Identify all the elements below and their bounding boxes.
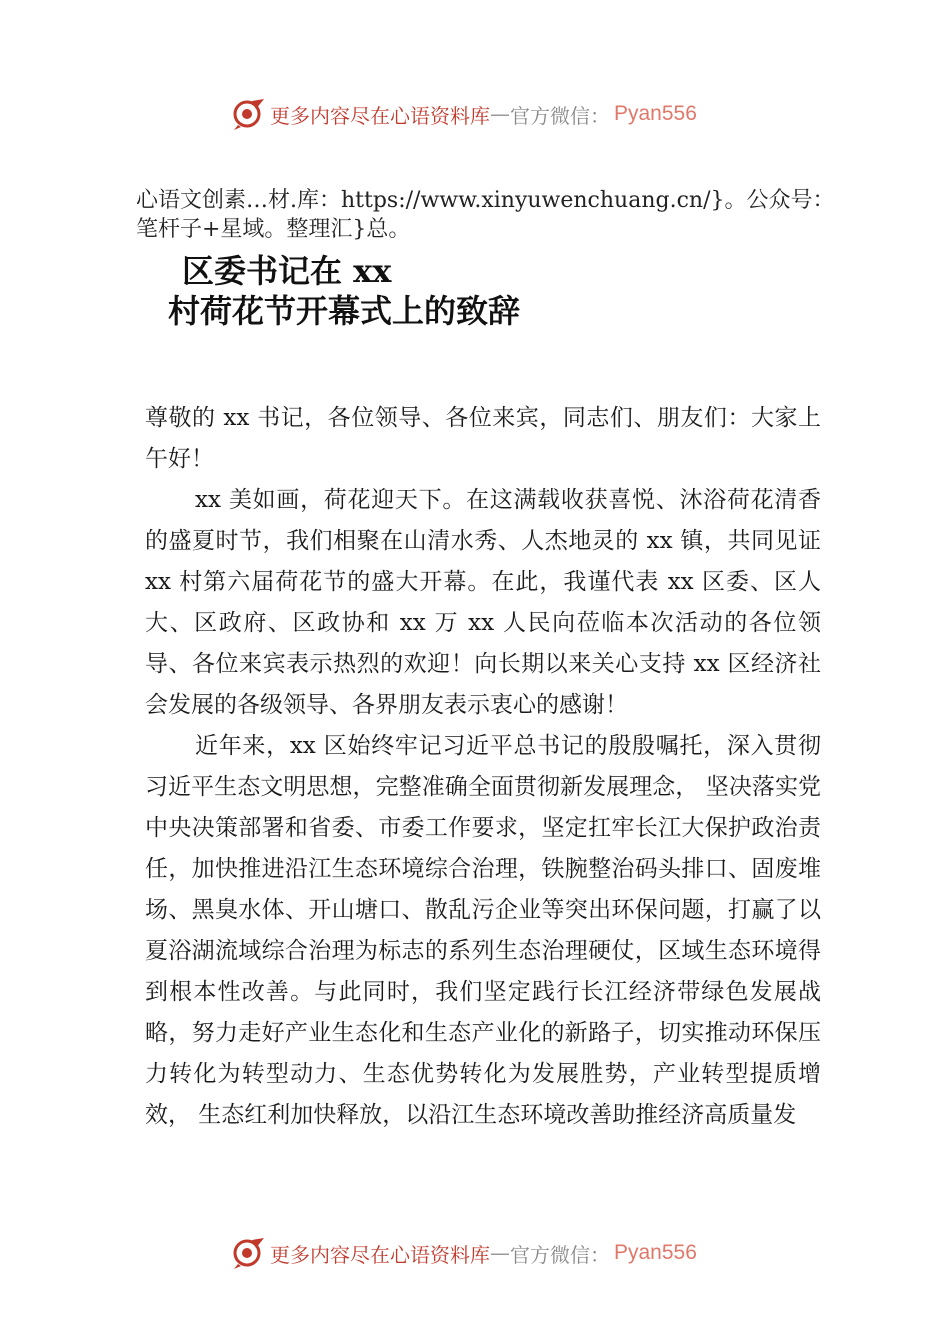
banner-wechat-label: 官方微信：: [510, 103, 610, 128]
source-note: 心语文创素…材.库：https://www.xinyuwenchuang.cn/}。公众号：笔杆子+星域。整理汇}总。: [136, 188, 835, 242]
banner-dash: —: [490, 102, 510, 126]
pen-logo-icon: [232, 1236, 266, 1270]
banner-wechat-label: 官方微信：: [510, 1242, 610, 1267]
ecology-paragraph: 近年来，xx 区始终牢记习近平总书记的殷殷嘱托，深入贯彻习近平生态文明思想，完整准确全面贯彻新发展理念， 坚决落实党中央决策部署和省委、市委工作要求，坚定扛牢长江大保护政治责任，加快推进沿江生态环境综合治理，铁腕整治码头排口、固废堆场、黑臭水体、开山塘口、散乱污企业等突出环保问题，打赢了以夏浴湖流域综合治理为标志的系列生态治理硬仗，区域生态环境得到根本性改善。与此同时，我们坚定践行长江经济带绿色发展战略，努力走好产业生态化和生态产业化的新路子，切实推动环保压力转化为转型动力、生态优势转化为发展胜势，产业转型提质增效， 生态红利加快释放，以沿江生态环境改善助推经济高质量发: [145, 733, 821, 1128]
banner-text: 更多内容尽在心语资料库: [270, 1242, 490, 1267]
title-line-2: 村荷花节开幕式上的致辞: [168, 292, 521, 330]
header-banner: [232, 96, 697, 132]
banner-dash: —: [490, 1241, 510, 1265]
banner-text: 更多内容尽在心语资料库: [270, 103, 490, 128]
title-line-1: 区委书记在 xx: [182, 252, 392, 290]
welcome-paragraph: xx 美如画，荷花迎天下。在这满载收获喜悦、沐浴荷花清香的盛夏时节，我们相聚在山清水秀、人杰地灵的 xx 镇，共同见证 xx 村第六届荷花节的盛大开幕。在此，我谨代表 xx 区委、区人大、区政府、区政协和 xx 万 xx 人民向莅临本次活动的各位领导、各位来宾表示热烈的欢迎！向长期以来关心支持 xx 区经济社会发展的各级领导、各界朋友表示衷心的感谢！: [145, 487, 821, 718]
banner-wechat-id: Pyan556: [614, 102, 697, 125]
footer-banner: [232, 1235, 697, 1271]
speech-body: [145, 398, 821, 1136]
pen-logo-icon: [232, 97, 266, 131]
banner-wechat-id: Pyan556: [614, 1241, 697, 1264]
greeting-paragraph: 尊敬的 xx 书记，各位领导、各位来宾，同志们、朋友们：大家上午好！: [145, 405, 821, 472]
